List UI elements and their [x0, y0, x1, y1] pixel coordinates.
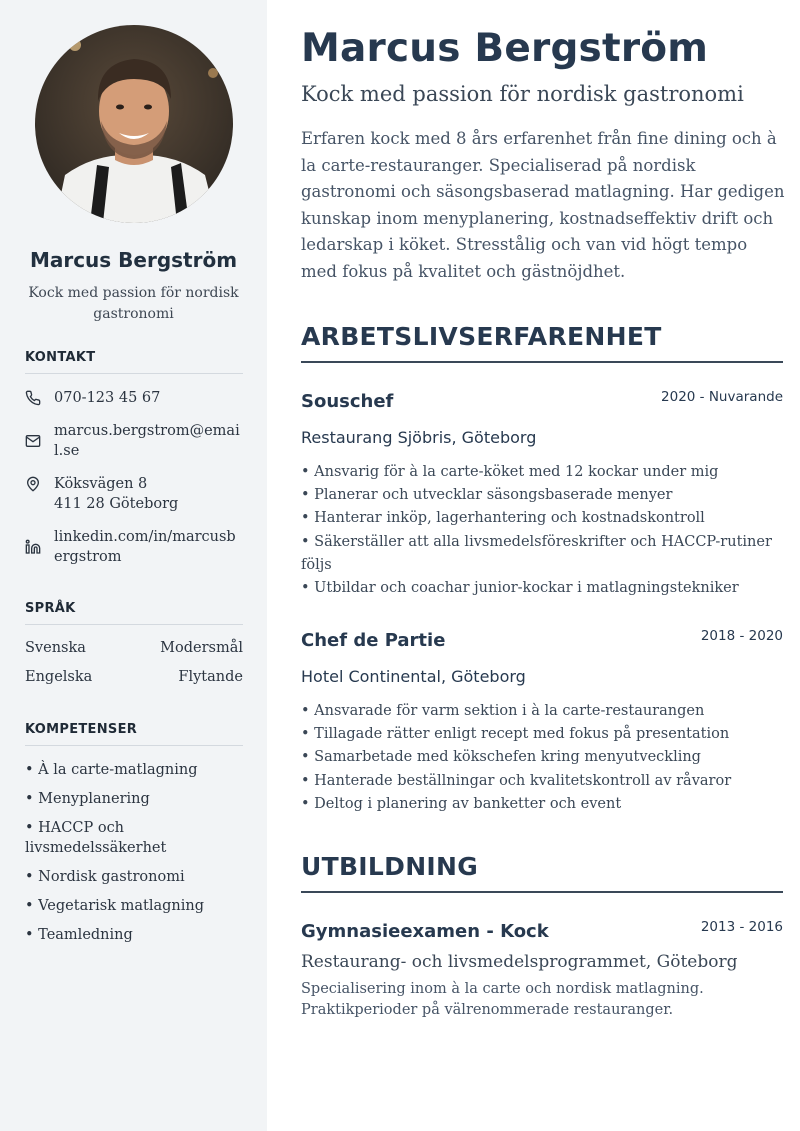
job-bullets: [301, 461, 785, 600]
languages-heading: SPRÅK: [25, 601, 243, 625]
language-name: Svenska: [25, 640, 86, 656]
education-school: Restaurang- och livsmedelsprogrammet, Göteborg: [301, 952, 738, 972]
job-company: Hotel Continental, Göteborg: [301, 667, 526, 686]
chef-portrait-image: [35, 25, 233, 223]
main-content: [267, 0, 800, 1131]
job-bullet: • Hanterar inköp, lagerhantering och kostnadskontroll: [301, 510, 705, 527]
phone-icon: [25, 390, 41, 406]
job-bullet: • Deltog i planering av banketter och event: [301, 795, 622, 812]
job-title: Chef de Partie: [301, 630, 446, 651]
sidebar-tagline: Kock med passion för nordisk gastronomi: [28, 285, 239, 322]
job-bullet: • Planerar och utvecklar säsongsbaserade menyer: [301, 487, 673, 504]
education-dates: 2013 - 2016: [700, 919, 783, 935]
language-level: Modersmål: [160, 640, 243, 656]
language-level: Flytande: [178, 669, 243, 685]
job-bullet: • Utbildar och coachar junior-kockar i matlagningstekniker: [301, 580, 739, 597]
skill-item: • HACCP och livsmedelssäkerhet: [25, 820, 167, 856]
skill-item: • Vegetarisk matlagning: [25, 898, 205, 914]
map-pin-icon: [25, 476, 41, 492]
job-bullets: [301, 700, 785, 816]
page-title: Marcus Bergström: [301, 26, 709, 71]
job-dates: 2020 - Nuvarande: [661, 389, 783, 405]
sidebar-name: Marcus Bergström: [29, 248, 238, 272]
main-tagline: Kock med passion för nordisk gastronomi: [301, 82, 744, 106]
skill-item: • À la carte-matlagning: [25, 762, 198, 778]
skill-item: • Nordisk gastronomi: [25, 869, 185, 885]
job-bullet: • Samarbetade med kökschefen kring menyutveckling: [301, 749, 701, 766]
education-heading: UTBILDNING: [301, 852, 783, 893]
job-company: Restaurang Sjöbris, Göteborg: [301, 428, 537, 447]
skills-heading: KOMPETENSER: [25, 722, 243, 746]
job-bullet: • Tillagade rätter enligt recept med fokus på presentation: [301, 726, 730, 743]
job-dates: 2018 - 2020: [700, 628, 783, 644]
experience-heading: ARBETSLIVSERFARENHET: [301, 322, 783, 363]
job-bullet: • Säkerställer att alla livsmedelsföreskrifter och HACCP-rutiner följs: [301, 533, 772, 573]
address-line-2: 411 28 Göteborg: [54, 496, 179, 512]
job-bullet: • Ansvarig för à la carte-köket med 12 kockar under mig: [301, 464, 719, 480]
job-title: Souschef: [301, 391, 394, 412]
profile-summary: Erfaren kock med 8 års erfarenhet från fine dining och à la carte-restauranger. Specialiserad på nordisk gastronomi och säsongsbaserad matlagning. Har gedigen kunskap inom menyplanering, kostnadseffektiv drift och ledarskap i köket. Stresstålig och van vid högt tempo med fokus på kvalitet och gästnöjdhet.: [301, 129, 785, 281]
education-degree: Gymnasieexamen - Kock: [301, 921, 549, 942]
skill-item: • Teamledning: [25, 927, 133, 943]
mail-icon: [25, 433, 41, 449]
address-text: [54, 474, 244, 514]
language-name: Engelska: [25, 669, 93, 685]
address-line-1: Köksvägen 8: [54, 476, 148, 492]
linkedin-text: linkedin.com/in/marcusbergstrom: [54, 529, 236, 565]
skill-item: • Menyplanering: [25, 791, 150, 807]
linkedin-icon: [25, 539, 41, 555]
contact-heading: KONTAKT: [25, 350, 243, 374]
job-bullet: • Hanterade beställningar och kvalitetskontroll av råvaror: [301, 772, 732, 789]
job-bullet: • Ansvarade för varm sektion i à la carte-restaurangen: [301, 703, 705, 719]
education-description: Specialisering inom à la carte och nordisk matlagning. Praktikperioder på välrenommerade restauranger.: [301, 981, 704, 1018]
phone-text: 070-123 45 67: [54, 390, 161, 406]
profile-photo: [35, 25, 233, 223]
email-text: marcus.bergstrom@email.se: [54, 423, 240, 459]
sidebar: [0, 0, 267, 1131]
